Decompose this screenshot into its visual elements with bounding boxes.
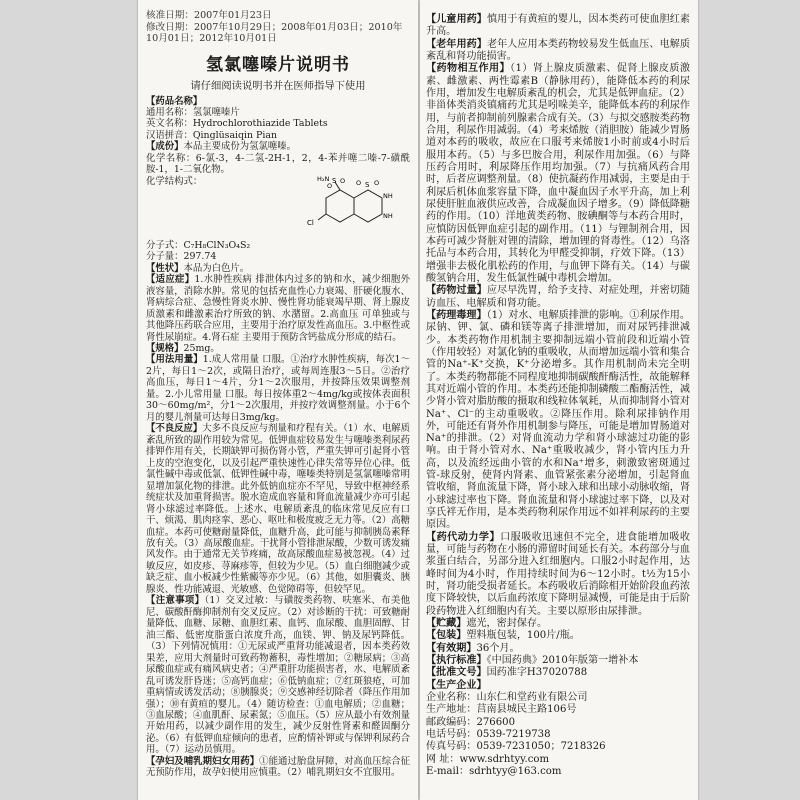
section-mol-weight: [146, 251, 410, 262]
section-email: [426, 766, 690, 778]
section-heading: 【药物过量】: [426, 285, 487, 297]
section-text: （1）对水、电解质排泄的影响。①利尿作用。尿钠、钾、氯、磷和镁等离子排泄增加，而对尿钙排泄减少。本类药物作用机制主要抑制远端小管前段和近端小管（作用较轻）对氯化钠的重吸收，从而增加远端小管和集合管的Na⁺-K⁺交换，K⁺分泌增多。其作用机制尚未完全明了。本类药物都能不同程度地抑制碳酸酐酶活性，故能解释其对近端小管的作用。本类药还能抑制磷酸二酯酶活性，减少肾小管对脂肪酸的摄取和线粒体氧耗，从而抑制肾小管对Na⁺、Cl⁻的主动重吸收。②降压作用。除利尿排钠作用外，可能还有肾外作用机制参与降压，可能是增加胃肠道对Na⁺的排泄。（2）对肾血流动力学和肾小球滤过功能的影响。由于肾小管对水、Na⁺重吸收减少，肾小管内压力升高，以及流经远曲小管的水和Na⁺增多，刺激致密斑通过管-球反射，使肾内肾素、血管紧张素分泌增加，引起肾血管收缩，肾血流量下降，肾小球入球和出球小动脉收缩，肾小球滤过率也下降。肾血流量和肾小球滤过率下降，以及对享氏袢无作用，是本类药物利尿作用远不如袢利尿药的主要原因。: [426, 309, 690, 531]
section-heading: 【不良反应】: [146, 423, 203, 435]
section-text: 生产地址：莒南县城民主路106号: [426, 704, 577, 716]
section-text: （1）肾上腺皮质激素、促肾上腺皮质激素、雌激素、两性霉素B（静脉用药），能降低本药的利尿作用，增加发生电解质紊乱的机会，尤其是低钾血症。（2）非甾体类消炎镇痛药尤其是吲哚美辛，能降低本药的利尿作用，与前者抑制前列腺素合成有关。（3）与拟交感胺类药物合用，利尿作用减弱。（4）考来烯胺（消胆胺）能减少胃肠道对本药的吸收，故应在口服考来烯胺1小时前或4小时后服用本药。（5）与多巴胺合用，利尿作用加强。（6）与降压药合用时，利尿降压作用均加强。（7）与抗痛风药合用时，后者应调整剂量。（8）使抗凝药作用减弱，主要是由于利尿后机体血浆容量下降，血中凝血因子水平升高，加上利尿使肝脏血液供应改善，合成凝血因子增多。（9）降低降糖药的作用。（10）洋地黄类药物、胺碘酮等与本药合用时，应慎防因低钾血症引起的副作用。（11）与锂制剂合用，因本药可减少肾脏对锂的清除，增加锂的肾毒性。（12）乌洛托品与本药合用，其转化为甲醛受抑制，疗效下降。（13）增强非去极化肌松药的作用，与血钾下降有关。（14）与碳酸氢钠合用，发生低氯性碱中毒机会增加。: [426, 63, 691, 284]
section-text: 《中国药典》2010年版第一增补本: [486, 655, 639, 667]
structure-label-o1: O: [327, 181, 333, 190]
section-heading: 【药代动力学】: [426, 531, 501, 543]
section-drug-name-heading: [146, 96, 410, 107]
section-heading: 【儿童用药】: [426, 14, 487, 25]
section-indications: [146, 274, 410, 343]
section-overdose: [426, 285, 690, 310]
section-phone: [426, 729, 690, 741]
section-text: 通用名称：氢氯噻嗪片: [146, 106, 240, 118]
section-heading: 【老年用药】: [426, 38, 487, 50]
section-text: 邮政编码：276600: [426, 716, 516, 728]
section-approval: [426, 667, 690, 679]
chemical-structure-row: [146, 176, 410, 240]
section-geriatric: [426, 39, 690, 64]
document-title: 氢氯噻嗪片说明书: [206, 54, 350, 75]
structure-label-s-left: S: [332, 176, 337, 185]
section-text: 汉语拼音：Qinglüsaiqin Pian: [146, 129, 277, 141]
section-manufacturer-heading: [426, 680, 690, 692]
section-text: 口服吸收迅速但不完全，进食能增加吸收量，可能与药物在小肠的滞留时间延长有关。本药部分与血浆蛋白结合，另部分进入红细胞内。口服2小时起作用，达峰时间为4小时，作用持续时间为6～12小时。t½为15小时，肾功能受损者延长。本药吸收后消除相开始阶段血药浓度下降较快，以后血药浓度下降明显减慢，可能是由于后阶段药物进入红细胞内有关。主要以原形由尿排泄。: [426, 531, 691, 617]
section-generic-name: [146, 107, 410, 118]
section-heading: 【适应症】: [146, 274, 195, 286]
section-text: 本品主要成份为氢氯噻嗪。: [183, 141, 297, 153]
structure-label-o2: O: [340, 176, 346, 185]
chemical-structure-diagram: [290, 176, 410, 240]
section-character: [146, 263, 410, 274]
section-text: 塑料瓶包装，100片/瓶。: [466, 630, 580, 642]
section-text: （1）交叉过敏：与磺胺类药物、呋塞米、布美他尼、碳酸酐酶抑制剂有交叉反应。（2）对诊断的干扰：可致糖耐量降低、血糖、尿糖、血胆红素、血钙、血尿酸、血胆固醇、甘油三酯、低密度脂蛋白浓度升高，血镁、钾、钠及尿钙降低。（3）下列情况慎用：①无尿或严重肾功能减退者，因本类药效果差，应用大剂量时可致药物蓄积，毒性增加；②糖尿病；③高尿酸血症或有痛风病史者；④严重肝功能损害者，水、电解质紊乱可诱发肝昏迷；⑤高钙血症；⑥低钠血症；⑦红斑狼疮，可加重病情或诱发活动；⑧胰腺炎；⑨交感神经切除者（降压作用加强）；⑩有黄疸的婴儿。（4）随访检查：①血电解质；②血糖；③血尿酸；④血肌酐、尿素氮；⑤血压。（5）应从最小有效剂量开始用药，以减少副作用的发生，减少反射性肾素和醛固酮分泌。（6）有低钾血症倾向的患者，应酌情补钾或与保钾利尿药合用。（7）运动员慎用。: [146, 595, 410, 756]
structure-label-cl: Cl: [307, 218, 314, 227]
left-sections: [146, 96, 410, 779]
section-text: E-mail：sdrhtyy@163.com: [426, 766, 562, 778]
section-text: 大多不良反应与剂量和疗程有关。（1）水、电解质紊乱所致的副作用较为常见。低钾血症较易发生与噻嗪类利尿药排钾作用有关，长期缺钾可损伤肾小管，严重失钾可引起肾小管上皮的空泡变化，以及引起严重快速性心律失常等异位心律。低氯性碱中毒或低氯、低钾性碱中毒，噻嗪类特别是氢氯噻嗪常明显增加氯化物的排泄。此外低钠血症亦不罕见，导致中枢神经系统症状及加重肾损害。脱水造成血容量和肾血流量减少亦可引起肾小球滤过率降低。上述水、电解质紊乱的临床常见反应有口干、烦渴、肌肉痉挛、恶心、呕吐和极度疲乏无力等。（2）高糖血症。本药可使糖耐量降低，血糖升高，此可能与抑制胰岛素释放有关。（3）高尿酸血症。干扰肾小管排泄尿酸，少数可诱发痛风发作。由于通常无关节疼痛，故高尿酸血症易被忽视。（4）过敏反应，如皮疹、荨麻疹等，但较为少见。（5）血白细胞减少或缺乏症、血小板减少性紫癜等亦少见。（6）其他，如胆囊炎、胰腺炎、性功能减退、光敏感、色觉障碍等，但较罕见。: [146, 423, 410, 595]
section-text: 英文名称：Hydrochlorothiazide Tablets: [146, 118, 328, 130]
section-text: 化学结构式：: [146, 175, 203, 187]
section-validity: [426, 643, 690, 655]
section-storage: [426, 618, 690, 630]
section-text: 网 址：www.sdrhtyy.com: [426, 753, 550, 765]
right-leaflet-page: [420, 0, 698, 800]
structure-label-nh-top: NH: [383, 191, 393, 200]
section-heading: 【贮藏】: [426, 618, 467, 630]
section-text: 企业名称：山东仁和堂药业有限公司: [426, 692, 588, 704]
section-pediatric: [426, 14, 690, 39]
structure-label-o3: O: [374, 178, 380, 187]
section-text: 化学名称：6-氯-3，4-二氢-2H-1，2，4-苯并噻二嗪-7-磺酰胺-1，1-二氧化物。: [146, 152, 410, 176]
structure-label-o4: O: [356, 178, 362, 187]
section-formula: [146, 240, 410, 251]
section-precautions: [146, 595, 410, 756]
section-heading: 【性状】: [146, 262, 184, 274]
section-english-name: [146, 118, 410, 129]
section-heading: 【执行标准】: [426, 655, 487, 667]
section-structure-label: [146, 176, 290, 187]
section-text: 1.水肿性疾病 排泄体内过多的钠和水，减少细胞外液容量，消除水肿。常见的包括充血性心力衰竭、肝硬化腹水、肾病综合症、急慢性肾炎水肿、慢性肾功能衰竭早期、肾上腺皮质激素和雌激素治疗所致的钠、水潴留。2.高血压 可单独或与其他降压药联合应用，主要用于治疗原发性高血压。3.中枢性或肾性尿崩症。4.肾石症 主要用于预防含钙盐成分形成的结石。: [146, 274, 410, 343]
section-fax: [426, 741, 690, 753]
section-text: 分子式：C₇H₈ClN₃O₄S₂: [146, 239, 251, 251]
left-leaflet-page: [138, 0, 418, 800]
section-heading: 【孕妇及哺乳期妇女用药】: [146, 755, 260, 767]
section-text: 遮光，密封保存。: [466, 618, 548, 630]
document-subtitle: 请仔细阅读说明书并在医师指导下使用: [190, 79, 366, 92]
section-text: ①能通过胎盘屏障，对高血压综合征无预防作用，故孕妇使用应慎重。（2）哺乳期妇女不宜服用。: [146, 755, 410, 779]
section-company: [426, 692, 690, 704]
section-postcode: [426, 717, 690, 729]
section-package: [426, 630, 690, 642]
section-heading: 【药物相互作用】: [426, 63, 511, 75]
section-heading: 【有效期】: [426, 642, 477, 654]
section-heading: 【批准文号】: [426, 667, 487, 679]
section-heading: 【规格】: [146, 343, 184, 354]
section-text: 本品为白色片。: [183, 262, 250, 274]
structure-label-sulfonamide: H₂N: [317, 175, 330, 183]
section-text: 电话号码：0539-7219738: [426, 729, 551, 741]
section-specification: [146, 343, 410, 354]
approval-date: 核准日期：2007年01月23日: [146, 10, 272, 21]
section-text: 慎用于有黄疸的婴儿，因本类药可使血胆红素升高。: [426, 14, 690, 38]
section-website: [426, 754, 690, 766]
section-dosage: [146, 354, 410, 423]
section-text: 老年人应用本类药物较易发生低血压、电解质紊乱和肾功能损害。: [426, 38, 690, 62]
section-text: 36个月。: [476, 642, 520, 654]
section-pregnancy: [146, 756, 410, 779]
section-heading: 【生产企业】: [426, 679, 487, 691]
section-pharmacokinetics: [426, 532, 690, 618]
section-heading: 【用法用量】: [146, 354, 203, 366]
section-adverse: [146, 423, 410, 595]
section-heading: 【药理毒理】: [426, 309, 487, 321]
section-address: [426, 704, 690, 716]
section-text: 25mg。: [183, 343, 220, 354]
structure-label-nh-bottom: NH: [383, 211, 393, 220]
section-pinyin: [146, 130, 410, 141]
section-text: 国药准字H37020788: [486, 667, 588, 679]
revision-dates: 修改日期：2007年10月29日；2008年01月03日；2010年10月01日；2012年10月01日: [146, 21, 403, 44]
section-interactions: [426, 63, 690, 285]
section-heading: 【成份】: [146, 141, 184, 153]
section-text: 1.成人常用量 口服。①治疗水肿性疾病，每次1～2片，每日1～2次，或隔日治疗，或每周连服3～5日。②治疗高血压，每日1～4片，分1～2次服用，并按降压效果调整剂量。2.小儿常用量 口服。每日按体重2～4mg/kg或按体表面积30～60mg/m²，分1～2次服用，并按疗效调整剂量。小于6个月的婴儿剂量可达每日3mg/kg。: [146, 354, 410, 423]
section-pharmacology: [426, 310, 690, 532]
structure-label-s-right: S: [365, 180, 370, 189]
section-heading: 【药品名称】: [146, 95, 203, 107]
section-standard: [426, 655, 690, 667]
section-text: 传真号码：0539-7231050；7218326: [426, 741, 606, 753]
section-heading: 【注意事项】: [146, 595, 205, 607]
right-sections: [426, 14, 690, 778]
section-text: 分子量：297.74: [146, 251, 217, 263]
section-heading: 【包装】: [426, 630, 467, 642]
section-composition: [146, 141, 410, 152]
section-chemical-name: [146, 153, 410, 176]
section-text: 应尽早洗胃，给予支持、对症处理，并密切随访血压、电解质和肾功能。: [426, 285, 690, 309]
